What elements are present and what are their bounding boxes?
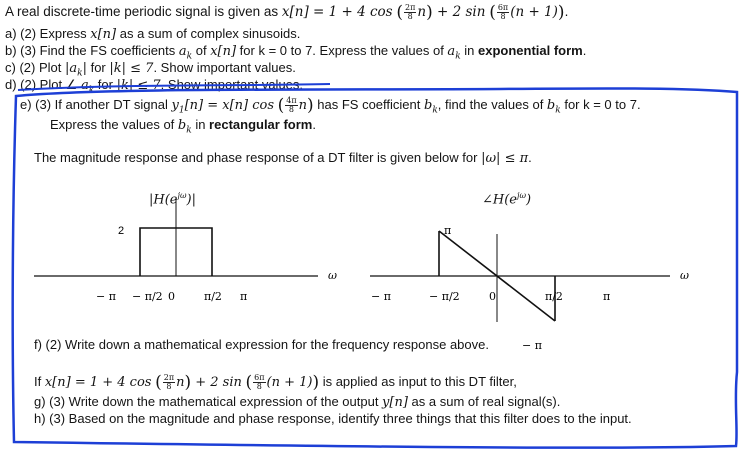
frac-2pi: $\frac{2\pi}{8}$ [405, 3, 416, 21]
phase-tick-label: π [603, 290, 611, 303]
part-b: b) (3) Find the FS coefficients $a_k$ of x[n] for k = 0 to 7. Express the values of $a_k$ in exponential form. [5, 43, 587, 62]
phase-bottom-label: − π [522, 339, 542, 352]
signal-lhs: x[n] = 1 + 4 cos [281, 4, 393, 21]
frac-6pi: $\frac{6\pi}{8}$ [497, 3, 509, 21]
magnitude-level-label: 2 [118, 225, 125, 237]
magnitude-tick-label: − π/2 [132, 290, 163, 303]
rectangular-form-bold: rectangular form [209, 117, 313, 132]
part-a: a) (2) Express x[n] as a sum of complex sinusoids. [5, 26, 301, 42]
magnitude-tick-label: 0 [168, 290, 175, 303]
part-f: f) (2) Write down a mathematical expression for the frequency response above. [34, 337, 489, 352]
magnitude-axis-var: ω [328, 269, 337, 282]
part-d: d) (2) Plot ∠ $a_k$ for |k| ≤ 7. Show important values. [5, 77, 304, 96]
part-e: e) (3) If another DT signal $y_1[n] = x[n]$ cos ( $\frac{4\pi}{8}$ n) has FS coefficient $b_k$, find the values of $b_k$ for k = 0 to 7. [20, 95, 641, 116]
magnitude-title: $|H(e^{j\omega})|$ [149, 191, 196, 208]
phase-tick-label: π/2 [545, 290, 563, 303]
magnitude-tick-label: − π [96, 290, 116, 303]
input-line: If x[n] = 1 + 4 cos ( $\frac{2\pi}{8}$ n) + 2 sin ( $\frac{6\pi}{8}$ (n + 1)) is applied as input to this DT filter, [34, 372, 517, 393]
intro-prefix: A real discrete-time periodic signal is given as [5, 4, 282, 20]
phase-ticks [371, 290, 610, 303]
phase-title: $\angle H(e^{j\omega})$ [482, 191, 532, 208]
phase-tick-label: − π [371, 290, 391, 303]
part-g: g) (3) Write down the mathematical expression of the output y[n] as a sum of real signal(s). [34, 394, 561, 410]
magnitude-tick-label: π/2 [204, 290, 222, 303]
phase-top-label: π [444, 224, 452, 237]
phase-tick-label: 0 [489, 290, 496, 303]
part-h: h) (3) Based on the magnitude and phase response, identify three things that this filter does to the input. [34, 411, 632, 426]
frac-4pi: $\frac{4\pi}{8}$ [286, 96, 297, 115]
phase-tick-label: − π/2 [429, 290, 460, 303]
intro-line: A real discrete-time periodic signal is given as x[n] = 1 + 4 cos ( $\frac{2\pi}{8}$ n) + 2 sin ( $\frac{6\pi}{8}$ (n + 1)). [5, 2, 569, 23]
exponential-form-bold: exponential form [478, 43, 583, 58]
phase-axis-var: ω [680, 269, 689, 282]
magnitude-ticks [96, 290, 247, 303]
part-c: c) (2) Plot $|a_k|$ for |k| ≤ 7. Show important values. [5, 60, 296, 79]
filter-intro: The magnitude response and phase response of a DT filter is given below for |ω| ≤ π. [34, 150, 532, 166]
part-e-line2: Express the values of $b_k$ in rectangular form. [50, 117, 316, 136]
magnitude-tick-label: π [240, 290, 248, 303]
